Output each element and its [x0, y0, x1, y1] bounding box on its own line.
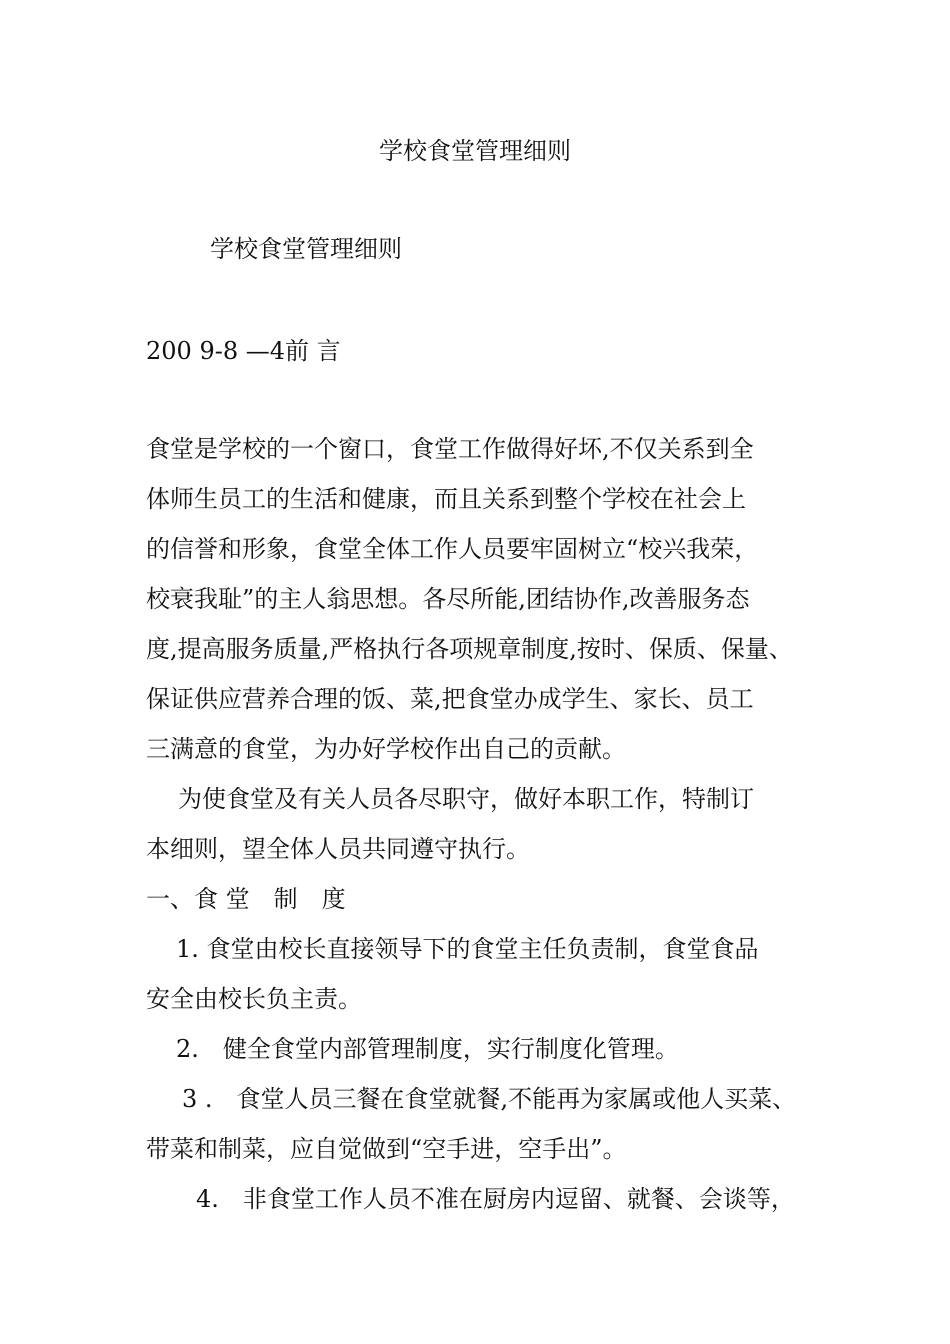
body-line: 体师生员工的生活和健康，而且关系到整个学校在社会上 [146, 485, 746, 513]
body-line: 本细则，望全体人员共同遵守执行。 [146, 835, 530, 863]
rule-item: 1. 食堂由校长直接领导下的食堂主任负责制，食堂食品 [176, 935, 759, 963]
body-line: 三满意的食堂，为办好学校作出自己的贡献。 [146, 735, 626, 763]
body-line: 为使食堂及有关人员各尽职守，做好本职工作，特制订 [178, 785, 754, 813]
document-title: 学校食堂管理细则 [379, 137, 571, 165]
section-heading: 一、食 堂 制 度 [146, 885, 346, 913]
rule-item: 2. 健全食堂内部管理制度，实行制度化管理。 [176, 1035, 679, 1063]
body-line: 带菜和制菜，应自觉做到“空手进，空手出”。 [146, 1135, 627, 1163]
rule-item: 3 . 食堂人员三餐在食堂就餐,不能再为家属或他人买菜、 [182, 1085, 797, 1113]
body-line: 校衰我耻”的主人翁思想。各尽所能,团结协作,改善服务态 [146, 585, 750, 613]
document-subtitle: 学校食堂管理细则 [210, 235, 402, 263]
date-preface-line: 200 9-8 —4前 言 [146, 337, 341, 365]
body-line: 食堂是学校的一个窗口，食堂工作做得好坏,不仅关系到全 [146, 435, 754, 463]
body-line: 的信誉和形象，食堂全体工作人员要牢固树立“校兴我荣， [146, 535, 759, 563]
rule-item: 4. 非食堂工作人员不准在厨房内逗留、就餐、会谈等， [196, 1185, 795, 1213]
body-line: 安全由校长负主责。 [146, 985, 362, 1013]
body-line: 保证供应营养合理的饭、菜,把食堂办成学生、家长、员工 [146, 685, 754, 713]
body-line: 度,提高服务质量,严格执行各项规章制度,按时、保质、保量、 [146, 635, 793, 663]
